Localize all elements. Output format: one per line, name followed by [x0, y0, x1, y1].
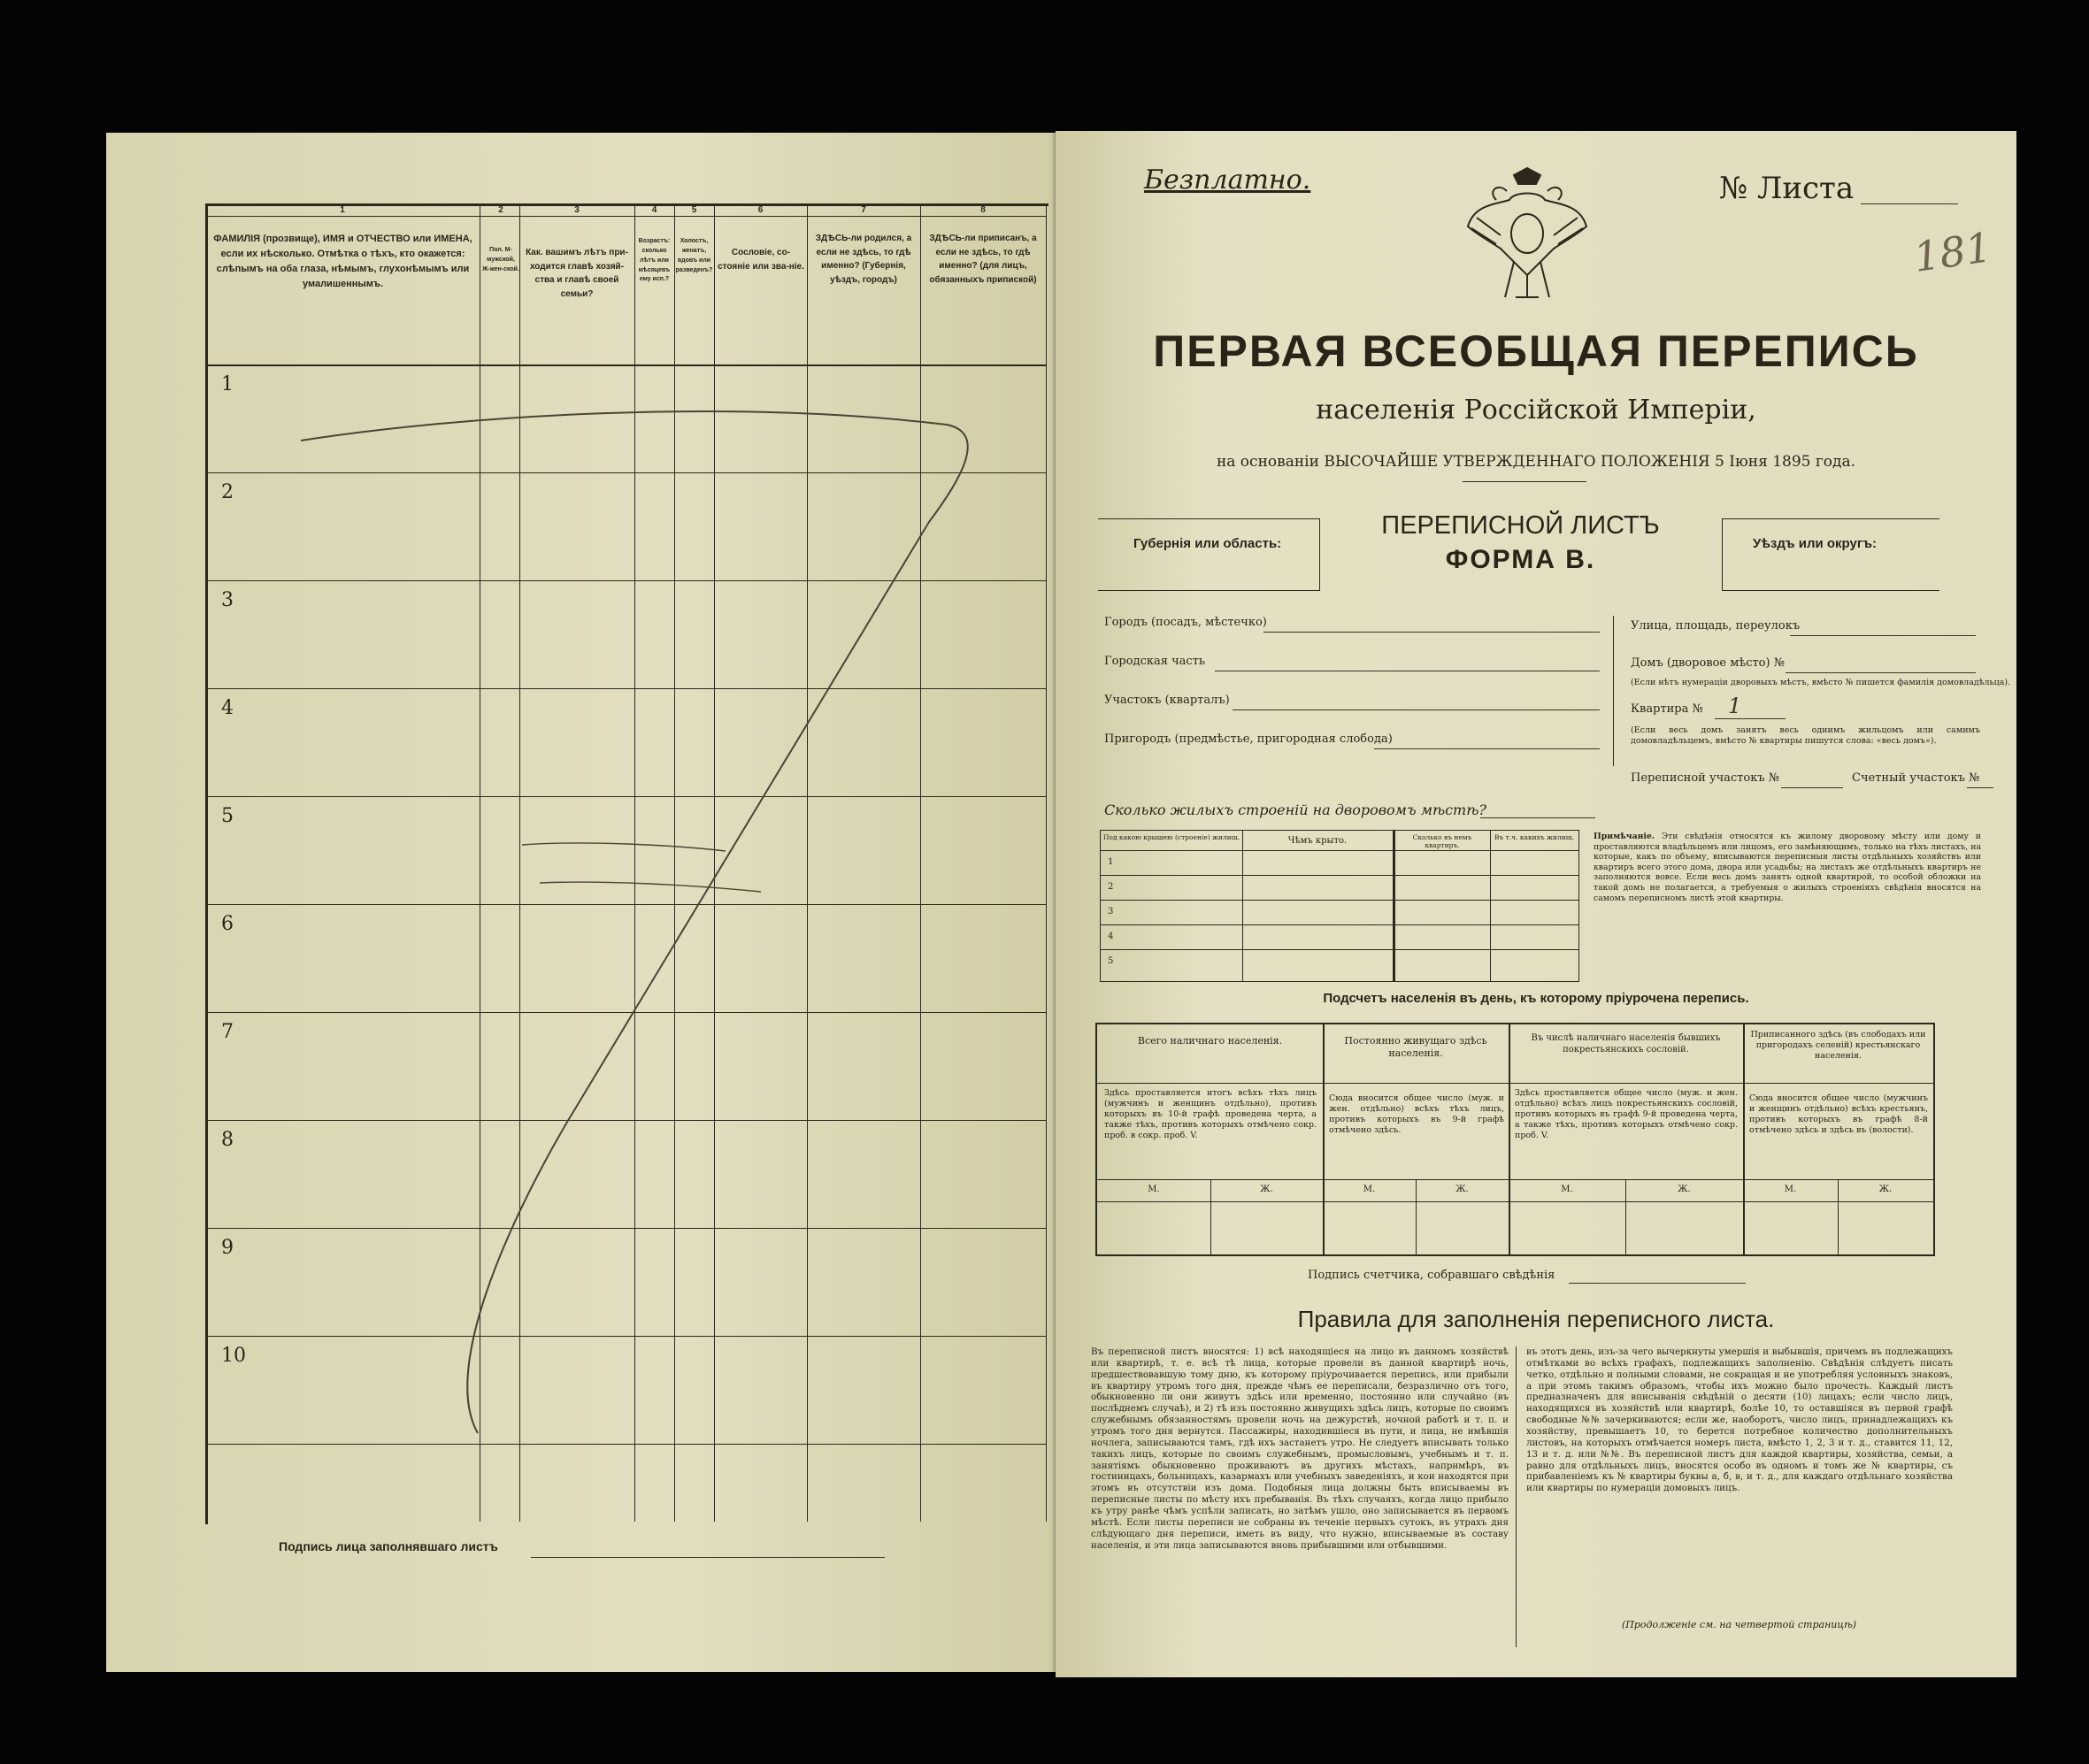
count-note-4: Сюда вносится общее число (мужчинъ и женщинъ отдѣльно) всѣхъ крестьянъ, противъ которыхъ въ графѣ 8-й отмѣчено здѣсь и здѣсь въ (волости).: [1749, 1093, 1928, 1135]
city-field[interactable]: [1263, 632, 1600, 633]
row-number: 9: [221, 1237, 234, 1259]
apartment-field[interactable]: [1715, 718, 1786, 719]
signature-label: Подпись лица заполнявшаго листъ: [279, 1539, 498, 1553]
signature-line[interactable]: [531, 1557, 885, 1558]
counter-signature-line[interactable]: [1569, 1283, 1746, 1284]
rules-column-1: Въ переписной листъ вносятся: 1) всѣ находящіеся на лицо въ данномъ хозяйствѣ или квартирѣ, т. е. всѣ тѣ лица, которые провели въ данной квартирѣ ночь, предшествовавшую тому дню, къ которому пріурочивается перепись, или прибыли въ квартиру утромъ того дня, прежде чѣмъ ее переписали, безразлично отъ того, обыкновенно ли они живутъ здѣсь или временно, постоянно или случайно (въ послѣднемъ случаѣ), и 2) тѣ изъ постоянно живущихъ здѣсь лицъ, которые по своимъ служебнымъ обязанностямъ провели ночь на дежурствѣ, ночной работѣ и т. п. и утромъ того дня вернутся. Пассажиры, находившіеся въ пути, и лица, не имѣвшія ночлега, записываются тамъ, гдѣ ихъ застанетъ утро. Не следуетъ вписывать только такихъ лицъ, которые по своимъ служебнымъ, промысловымъ, учебнымъ и т. п. занятіямъ обыкновенно проживаютъ въ другихъ мѣстахъ, напримѣръ, въ гостиницахъ, больницахъ, казармахъ или учебныхъ заведеніяхъ, и кои находятся при этомъ въ отсутствіи изъ дома. Подобныя лица должны быть вписываемы въ переписные листы по мѣсту ихъ пребыванія. Въ тѣхъ случаяхъ, когда лицо прибыло къ утру ранѣе чѣмъ успѣли записать, но затѣмъ ушло, оно записывается въ первомъ мѣстѣ. Если листы переписи не собраны въ теченіе первыхъ сутокъ, въ утрахъ дня слѣдующаго дня переписи, иметь въ виду, что нужно, вписываемые въ составу населенія, и эти лица записываются вновь прибывшими или отбывшими.: [1091, 1346, 1509, 1551]
row-number: 10: [221, 1345, 246, 1367]
count-header-2: Постоянно живущаго здѣсь населенія.: [1344, 1035, 1487, 1059]
count-header-3: Въ числѣ наличнаго населенія бывшихъ покрестьянскихъ сословій.: [1531, 1033, 1721, 1055]
col2-header: Пол. М-мужской, Ж-жен-ской.: [482, 247, 519, 272]
row-number: 1: [221, 373, 234, 395]
right-page: [1056, 131, 2016, 1677]
handwritten-sheet-number: 181: [1910, 223, 1995, 281]
row-number: 6: [221, 913, 234, 935]
count-header-1: Всего наличнаго населенія.: [1137, 1035, 1283, 1047]
col4-header: Возрастъ: сколько лѣтъ или мѣсяцевъ ему исп.?: [638, 238, 671, 283]
count-table: [1095, 1023, 1935, 1256]
row-number: 7: [221, 1021, 234, 1043]
imperial-eagle-icon: [1461, 165, 1594, 306]
col-number-5: 5: [691, 205, 697, 215]
district-label: Уѣздъ или округъ:: [1753, 536, 1878, 551]
buildings-question: Сколько жилыхъ строеній на дворовомъ мѣстѣ?: [1104, 801, 1486, 818]
basis-line: на основаніи ВЫСОЧАЙШЕ УТВЕРЖДЕННАГО ПОЛОЖЕНІЯ 5 Іюня 1895 года.: [1216, 453, 1856, 471]
counter-signature-label: Подпись счетчика, собравшаго свѣдѣнія: [1308, 1269, 1555, 1282]
street-label: Улица, площадь, переулокъ: [1631, 619, 1801, 633]
col1-header: ФАМИЛІЯ (прозвище), ИМЯ и ОТЧЕСТВО или ИМЕНА, если их нѣсколько. Отмѣтка о тѣхъ, кто окажется: слѣпымъ на оба глаза, нѣмымъ, глухонѣмымъ или умалишеннымъ.: [213, 234, 472, 290]
apartment-note: (Если весь домъ занятъ весь однимъ жильцомъ или самимъ домовладѣльцемъ, вмѣсто № квартиры пишутся слова: «весь домъ»).: [1631, 725, 1980, 746]
col-number-7: 7: [861, 205, 866, 215]
count-sub-m: М.: [1363, 1185, 1376, 1194]
buildings-header-1: Под какою крышею (строеніе) жилищ.: [1102, 833, 1240, 841]
buildings-note: [1594, 832, 1981, 980]
col-number-6: 6: [757, 205, 764, 215]
row-number: 8: [221, 1129, 234, 1151]
count-note-2: Сюда вносится общее число (муж. и жен. отдѣльно) всѣхъ тѣхъ лицъ, противъ которыхъ въ 9-й графѣ отмѣчено здѣсь.: [1329, 1093, 1504, 1135]
count-title: Подсчетъ населенія въ день, къ которому пріурочена перепись.: [1323, 991, 1749, 1006]
col5-header: Холостъ, женатъ, вдовъ или разведенъ?: [675, 238, 713, 273]
col-number-1: 1: [340, 205, 345, 215]
col3-header: Как. вашимъ лѣтъ при-ходится главѣ хозяй-ства и главѣ своей семьи?: [526, 248, 628, 299]
buildings-row-number: 3: [1108, 907, 1114, 917]
buildings-header-2: Чѣмъ крыто.: [1287, 836, 1348, 846]
census-area-label: Переписной участокъ №: [1631, 771, 1780, 785]
count-sub-f: Ж.: [1455, 1185, 1469, 1194]
apartment-label: Квартира №: [1631, 702, 1703, 716]
apartment-value: 1: [1728, 694, 1742, 718]
form-header-box: [1098, 511, 1983, 591]
count-header-4: Приписанного здѣсь (въ слободахъ или пригородахъ селеній) крестьянскаго населенія.: [1750, 1030, 1926, 1061]
count-sub-f: Ж.: [1260, 1185, 1273, 1194]
col-number-8: 8: [980, 205, 986, 215]
col-number-4: 4: [651, 205, 657, 215]
quarter-field[interactable]: [1233, 709, 1600, 710]
count-sub-m: М.: [1561, 1185, 1573, 1194]
buildings-row-number: 5: [1108, 956, 1114, 966]
count-note-3: Здѣсь проставляется общее число (муж. и жен. отдѣльно) всѣхъ лицъ покрестьянскихъ сословій, противъ которыхъ въ графѣ 9-й проведена черта, а также тѣхъ, противъ которыхъ отмѣчено сокр. проб. V.: [1515, 1088, 1738, 1140]
street-field[interactable]: [1790, 635, 1976, 636]
count-sub-m: М.: [1784, 1185, 1797, 1194]
buildings-row-number: 2: [1108, 882, 1114, 892]
house-label: Домъ (дворовое мѣсто) №: [1631, 656, 1786, 670]
count-note-1: Здѣсь проставляется итогъ всѣхъ тѣхъ лицъ (мужчинъ и женщинъ отдѣльно), противъ которыхъ въ 10-й графѣ проведена черта, а также тѣхъ, противъ которыхъ отмѣчено сокр. проб. в сокр. проб. V.: [1104, 1088, 1317, 1140]
house-note: (Если нѣтъ нумераціи дворовыхъ мѣстъ, вмѣсто № пишется фамилія домовладѣльца).: [1631, 678, 2011, 687]
handwritten-cancel-mark: [106, 133, 1056, 1672]
form-letter: ФОРМА В.: [1445, 545, 1596, 574]
house-field[interactable]: [1786, 672, 1976, 673]
left-page: [106, 133, 1056, 1672]
rules-title: Правила для заполненія переписного листа.: [1297, 1306, 1775, 1332]
sheet-number-label: № Листа: [1719, 171, 1855, 206]
page-title: ПЕРВАЯ ВСЕОБЩАЯ ПЕРЕПИСЬ: [1153, 326, 1919, 376]
count-sub-f: Ж.: [1678, 1185, 1691, 1194]
province-label: Губернія или область:: [1133, 536, 1282, 551]
buildings-row-number: 4: [1108, 932, 1114, 941]
count-area-field[interactable]: [1967, 787, 1993, 788]
rules-column-2: въ этотъ день, изъ-за чего вычеркнуты умершія и выбывшія, причемъ въ подлежащихъ отмѣтками во всѣхъ графахъ, подлежащихъ заполненію. Свѣдѣнія слѣдуетъ писать четко, отдѣльно и полными словами, не сокращая и не употребляя условныхъ знаковъ, а при этомъ такимъ образомъ, чтобы ихъ можно было прочесть. Каждый листъ предназначенъ для вписыванія свѣдѣній о десяти (10) лицахъ; если число лицъ, находящихся въ хозяйствѣ или квартирѣ, болѣе 10, то оставшіяся въ первой графѣ свободные №№ зачеркиваются; если же, наоборотъ, число лицъ, принадлежащихъ къ хозяйству, превышаетъ 10, то берется потребное количество дополнительныхъ листовъ, на которыхъ отмѣчается номеръ листа, вмѣсто 1, 2, 3 и т. д., ставится 11, 12, 13 и т. д. или №№. Въ переписной листъ для каждой квартиры, хозяйства, семьи, а равно для отдѣльныхъ лицъ, вносятся особо въ одномъ и томъ же № квартиры, съ прибавленіемъ къ № квартиры буквы а, б, в, и т. д., для каждаго отдѣльнаго хозяйства или квартиры по нумераціи домовыхъ лицъ.: [1526, 1346, 1953, 1494]
quarter-label: Участокъ (кварталъ): [1104, 694, 1230, 707]
row-number: 5: [221, 805, 234, 827]
row-number: 4: [221, 697, 234, 719]
sheet-number-line[interactable]: [1861, 203, 1958, 204]
count-sub-f: Ж.: [1878, 1185, 1893, 1194]
note-title: Примѣчаніе.: [1594, 832, 1655, 841]
form-title: ПЕРЕПИСНОЙ ЛИСТЪ: [1381, 511, 1660, 540]
buildings-header-4: Въ т.ч. какихъ жилищ.: [1494, 833, 1575, 841]
col8-header: ЗДѢСЬ-ли приписанъ, а если не здѣсь, то гдѣ именно? (для лицъ, обязанныхъ припиской): [929, 234, 1037, 285]
suburb-label: Пригородъ (предмѣстье, пригородная слобода): [1104, 732, 1393, 746]
note-text: Эти свѣдѣнія относятся къ жилому дворовому мѣсту или дому и проставляются владѣльцемъ или лицомъ, его замѣняющимъ, только на тѣхъ листахъ, на которые, какъ по объему, вписываются переписныя листы отдѣльныхъ хозяйствъ или квартиръ всего этого дома, двора или усадьбы; на листахъ же отдѣльныхъ квартиръ не заполняются вовсе. Если весь домъ занятъ одной квартирой, то особой обложки на такой домъ не полагается, а требуемыя о жилыхъ строеніяхъ свѣдѣнія вносятся на самомъ переписномъ листѣ этой квартиры.: [1594, 832, 1981, 903]
subtitle: населенія Россійской Имперіи,: [1316, 395, 1756, 426]
census-area-field[interactable]: [1781, 787, 1843, 788]
buildings-row-number: 1: [1108, 857, 1114, 867]
city-field-label: Городъ (посадъ, мѣстечко): [1104, 616, 1267, 629]
col-number-2: 2: [498, 205, 503, 215]
col-number-3: 3: [574, 205, 580, 215]
row-number: 3: [221, 589, 234, 611]
col6-header: Сословіе, со-стояніе или зва-ніе.: [718, 248, 804, 272]
count-sub-m: М.: [1148, 1185, 1160, 1194]
free-label: Безплатно.: [1144, 165, 1311, 196]
suburb-field[interactable]: [1374, 748, 1600, 749]
city-part-label: Городская часть: [1104, 655, 1205, 668]
buildings-field[interactable]: [1480, 817, 1595, 818]
buildings-table: [1100, 830, 1579, 982]
buildings-header-3: Сколько въ немъ квартиръ.: [1412, 833, 1472, 850]
continued-note: (Продолженіе см. на четвертой страницѣ): [1622, 1619, 1857, 1630]
row-number: 2: [221, 481, 234, 503]
col7-header: ЗДѢСЬ-ли родился, а если не здѣсь, то гдѣ именно? (Губернія, уѣздъ, городъ): [815, 234, 912, 285]
count-area-label: Счетный участокъ №: [1852, 771, 1980, 785]
